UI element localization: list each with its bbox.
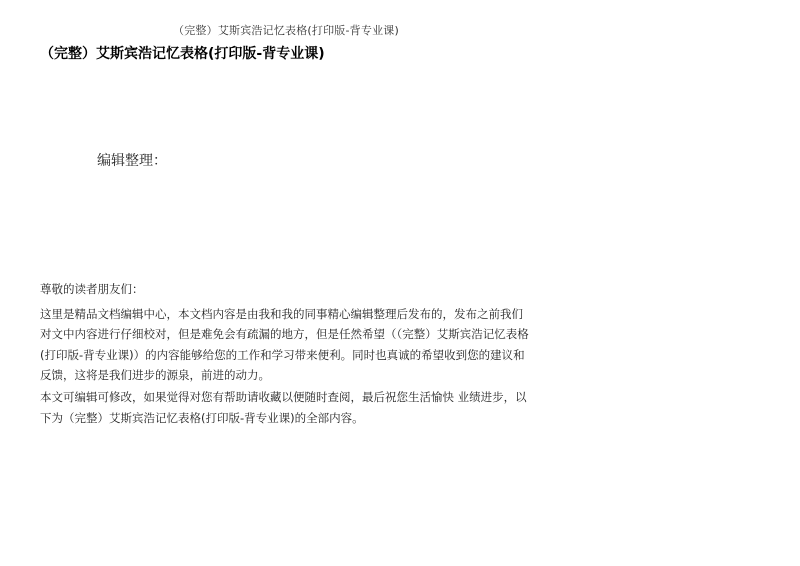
document-title: （完整）艾斯宾浩记忆表格(打印版-背专业课)	[40, 46, 325, 62]
closing-paragraph: 本文可编辑可修改，如果觉得对您有帮助请收藏以便随时查阅，最后祝您生活愉快 业绩进步，以下为（完整）艾斯宾浩记忆表格(打印版-背专业课)的全部内容。	[40, 390, 527, 425]
intro-paragraph: 这里是精品文档编辑中心，本文档内容是由我和我的同事精心编辑整理后发布的，发布之前我们对文中内容进行仔细校对，但是难免会有疏漏的地方，但是任然希望（（完整）艾斯宾浩记忆表格(打印版-背专业课)）的内容能够给您的工作和学习带来便利。同时也真诚的希望收到您的建议和反馈，这将是我们进步的源泉，前进的动力。	[40, 306, 529, 382]
salutation: 尊敬的读者朋友们：	[40, 282, 144, 296]
reader-letter	[40, 279, 530, 430]
running-header: （完整）艾斯宾浩记忆表格(打印版-背专业课)	[173, 24, 399, 37]
editor-label: 编辑整理：	[97, 153, 167, 169]
